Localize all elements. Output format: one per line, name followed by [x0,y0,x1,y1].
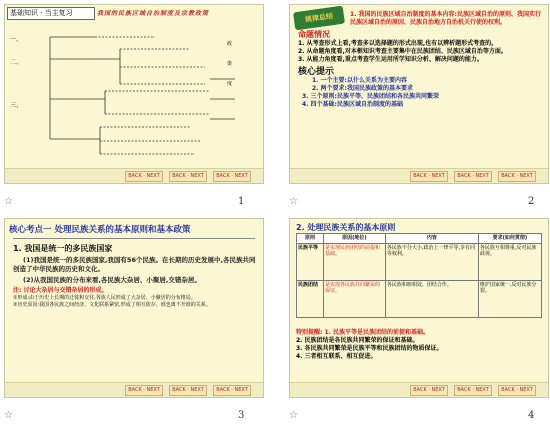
table-header-row [297,234,542,244]
slide-footer [5,382,263,397]
body-line: 2. 从命题角度看,对本框知识考查主要集中在民族团结、民族区域自治等方面。 [298,48,507,55]
summary-badge: 规律总结 [293,6,345,31]
body-paragraph: (2)从我国民族的分布来看,各民族大杂居、小聚居,交错杂居。 [23,276,201,284]
right-label: 策 [227,61,233,67]
left-label: 三、 [10,102,23,109]
page-number: 4 [528,410,535,421]
slide-body [298,11,542,109]
note-line: 特别提醒: 1. 民族平等是民族团结的前提和基础。 [296,329,430,336]
table-header: 原则 [297,234,324,244]
page-number: 2 [528,196,535,207]
footer-nav-button[interactable]: BACK · NEXT [410,385,448,396]
section-subtitle: 1. 我国是统一的多民族国家 [13,244,113,253]
table-cell: 民族团结 [297,280,324,317]
star-icon: ☆ [4,410,13,421]
footer-nav-button[interactable]: BACK · NEXT [125,385,163,396]
star-icon: ☆ [289,410,298,421]
page-number: 3 [238,410,245,421]
principles-table [296,233,542,318]
body-paragraph: (1)我国是统一的多民族国家,我国有56个民族。在长期的历史发展中,各民族共同创造了中华民族的历史和文化。 [13,256,256,273]
slide-footer [5,168,263,183]
slide-4[interactable] [289,218,549,398]
slide-body [13,244,257,308]
footer-nav-button[interactable]: BACK · NEXT [498,385,536,396]
concept-left-labels [10,35,48,110]
summary-line: 1. 我国的民族区域自治制度的基本内容:民族区域自治的原则、我国实行民族区域自治的原因、民族自治地方自治机关行使的权利。 [350,11,541,26]
table-header: 内容 [385,234,478,244]
body-line: 1. 从考查形式上看,考查多以选择题的形式出现,也有以辨析题形式考查的。 [298,40,498,47]
footer-nav-button[interactable]: BACK · NEXT [454,385,492,396]
table-row [297,280,542,317]
body-line: 3. 从能力角度看,重点考查学生运用所学知识分析、解决问题的能力。 [298,56,483,63]
footer-nav-button[interactable]: BACK · NEXT [169,385,207,396]
note-heading: 注: 讨论大杂居与交错杂居的形成。 [13,287,108,294]
note-text: ①形成:由于历史上长期的迁徙和交往,各族人民形成了大杂居、小聚居的分布格局。 [13,295,196,301]
table-cell: 各民族互相尊重,反对民族歧视。 [478,243,541,280]
slide-footer [290,168,548,183]
left-label: 一、 [10,36,23,43]
table-cell: 民族平等 [297,243,324,280]
star-icon: ☆ [289,196,298,207]
right-label: 度 [227,81,233,87]
title-divider [13,238,255,239]
table-cell: 各民族不分大小,政治上一律平等,享有同等权利。 [385,243,478,280]
footer-nav-button[interactable]: BACK · NEXT [213,385,251,396]
note-line: 2. 民族团结是各民族共同繁荣的保证和基础。 [296,337,419,344]
section-subtitle: 命题情况 [298,30,330,39]
table-header: 要求(如何贯彻) [478,234,541,244]
note-line: 4. 三者相互联系、相互促进。 [296,353,377,360]
footer-nav-button[interactable]: BACK · NEXT [410,171,448,182]
table-cell: 是实现各民族共同繁荣的保证。 [324,280,386,317]
core-item: 4. 四个基础:民族区域自治制度的基础 [302,101,403,108]
table-cell: 各民族和睦相处、团结合作。 [385,280,478,317]
slide-3[interactable] [4,218,264,398]
note-line: 3. 各民族共同繁荣是民族平等和民族团结的物质保证。 [296,345,443,352]
slide-1[interactable] [4,4,264,184]
slide-2[interactable] [289,4,549,184]
footer-nav-button[interactable]: BACK · NEXT [213,171,251,182]
table-header: 原因(地位) [324,234,386,244]
slide-title: 2. 处理民族关系的基本原则 [296,223,396,232]
notes-block [296,329,542,361]
note-text: ②历史原因:我国各民族之间经济、文化联系紧密,形成了相互依存、谁也离不开谁的关系。 [13,301,211,308]
core-label: 核心提示 [298,67,335,77]
table-cell: 是实现民族团结的前提和基础。 [324,243,386,280]
core-item: 2. 两个要求:我国民族政策的基本要求 [312,85,413,92]
section-header: 基础知识 · 当主复习 [7,7,95,20]
right-label: 政 [227,41,233,47]
footer-nav-button[interactable]: BACK · NEXT [169,171,207,182]
footer-nav-button[interactable]: BACK · NEXT [125,171,163,182]
star-icon: ☆ [4,196,13,207]
slide-title: 我国的民族区域自治制度及宗教政策 [97,10,210,17]
left-label: 二、 [10,59,23,66]
table-row [297,243,542,280]
core-item: 3. 三个原则:民族平等、民族团结和各民族共同繁荣 [302,93,439,100]
concept-right-labels [227,40,253,88]
table-cell: 维护国家统一,反对民族分裂。 [478,280,541,317]
slide-footer [290,382,548,397]
footer-nav-button[interactable]: BACK · NEXT [498,171,536,182]
slide-title: 核心考点一 处理民族关系的基本原则和基本政策 [9,225,191,235]
core-item: 1. 一个主要:以什么关系为主要内容 [312,77,407,84]
footer-nav-button[interactable]: BACK · NEXT [454,171,492,182]
page-number: 1 [238,196,245,207]
